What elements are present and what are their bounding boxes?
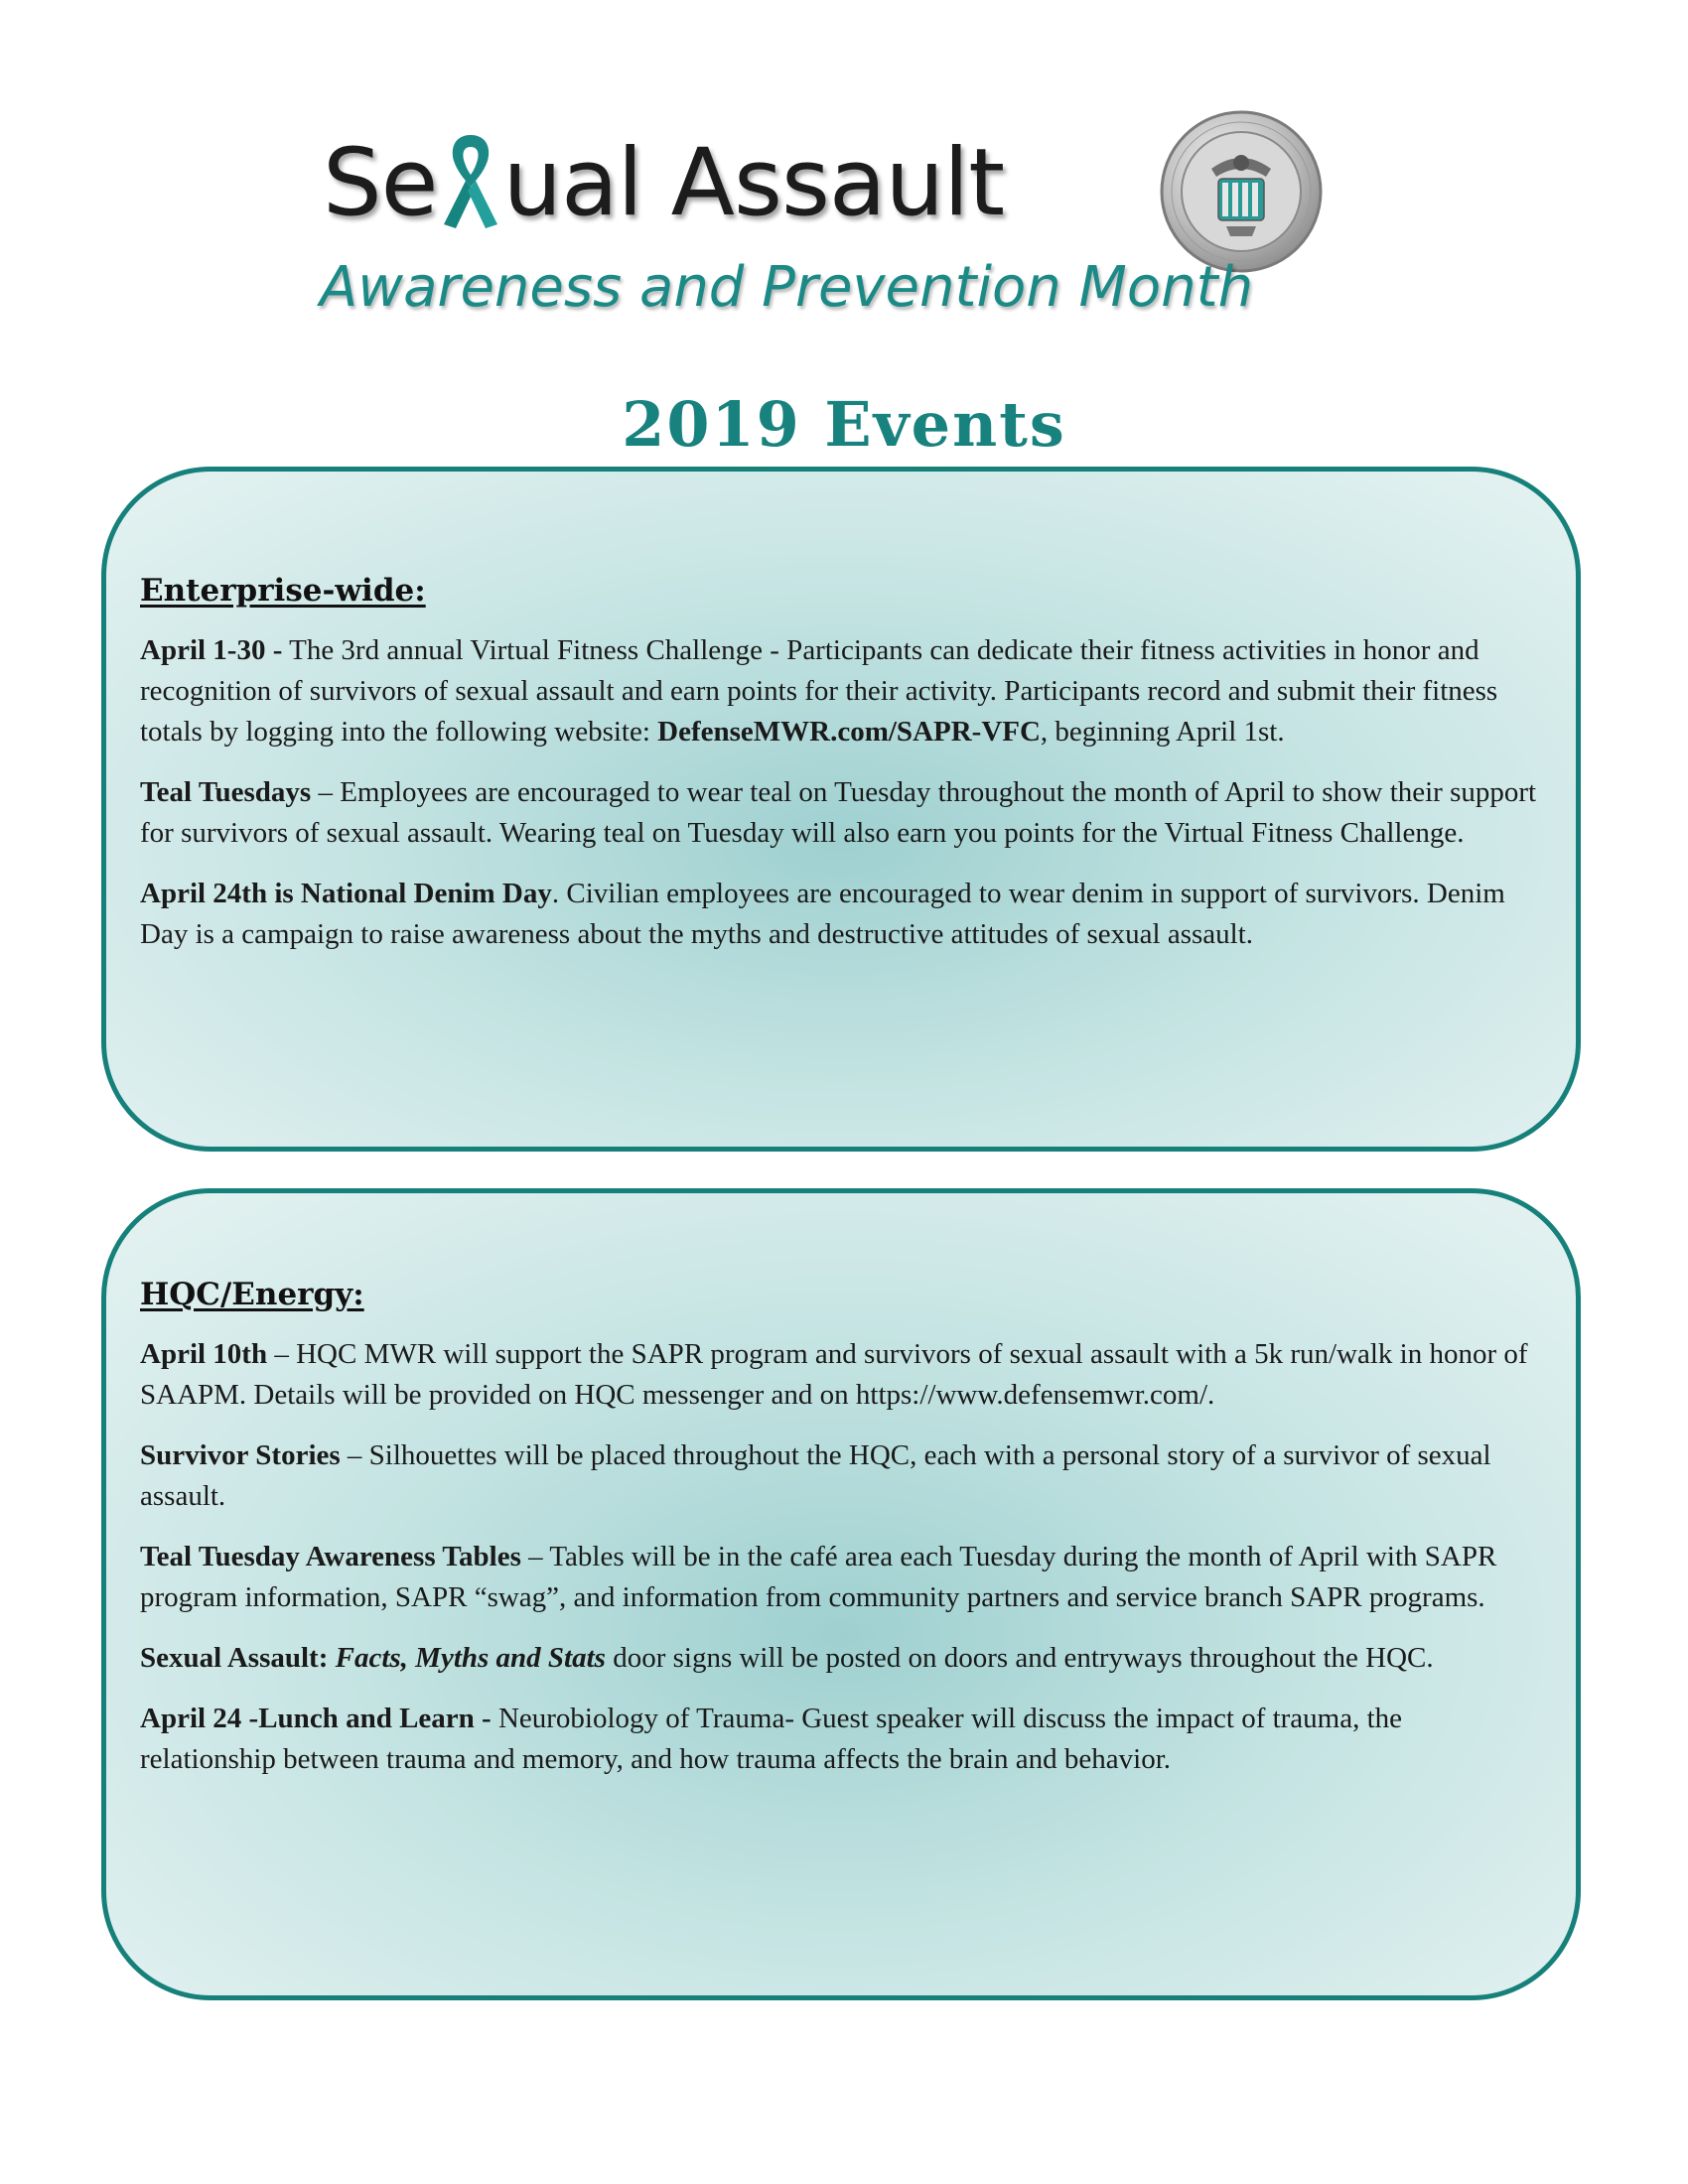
hqc-item-door-signs xyxy=(140,1638,1542,1679)
item-lead-italic: Facts, Myths and Stats xyxy=(335,1642,606,1674)
hqc-item-lunch-and-learn xyxy=(140,1699,1542,1780)
item-text: – Tables will be in the café area each Tuesday during the month of April with SAPR program information, SAPR “swag”, and information from community partners and service branch SAPR programs. xyxy=(140,1541,1497,1613)
enterprise-section-title: Enterprise-wide: xyxy=(140,573,426,609)
hqc-item-survivor-stories xyxy=(140,1435,1542,1517)
item-lead: April 1-30 - xyxy=(140,634,283,666)
agency-seal-icon xyxy=(1157,107,1326,276)
main-title xyxy=(323,129,1004,238)
item-lead: April 24th is National Denim Day xyxy=(140,878,552,909)
item-text: Neurobiology of Trauma- Guest speaker will discuss the impact of trauma, the relationship between trauma and memory, and how trauma affects the brain and behavior. xyxy=(140,1703,1403,1775)
item-lead: Teal Tuesday Awareness Tables xyxy=(140,1541,521,1572)
enterprise-wide-panel xyxy=(101,467,1581,1152)
hqc-item-5k-run xyxy=(140,1334,1542,1416)
item-lead: Teal Tuesdays xyxy=(140,776,312,808)
item-text: The 3rd annual Virtual Fitness Challenge - Participants can dedicate their fitness activities in honor and recognition of survivors of sexual assault and earn points for their activity. Participants record and submit their fitness totals by logging into the following website: xyxy=(140,634,1498,748)
subtitle: Awareness and Prevention Month xyxy=(320,255,1254,320)
item-text: door signs will be posted on doors and entryways throughout the HQC. xyxy=(605,1642,1434,1674)
enterprise-item-fitness-challenge xyxy=(140,630,1542,752)
item-lead: Survivor Stories xyxy=(140,1439,341,1471)
item-text: . Civilian employees are encouraged to wear denim in support of survivors. Denim Day is a campaign to raise awareness about the myths and destructive attitudes of sexual assault. xyxy=(140,878,1505,950)
item-lead: April 10th xyxy=(140,1338,268,1370)
enterprise-item-denim-day xyxy=(140,874,1542,955)
item-lead: April 24 -Lunch and Learn - xyxy=(140,1703,492,1734)
hqc-section-title: HQC/Energy: xyxy=(140,1277,364,1312)
item-text: – Employees are encouraged to wear teal on Tuesday throughout the month of April to show their support for survivors of sexual assault. Wearing teal on Tuesday will also earn you points for the Virtual Fitness Challenge. xyxy=(140,776,1537,849)
enterprise-item-teal-tuesdays xyxy=(140,772,1542,854)
hqc-item-awareness-tables xyxy=(140,1537,1542,1618)
item-lead: Sexual Assault: xyxy=(140,1642,329,1674)
events-heading: 2019 Events xyxy=(622,388,1066,461)
awareness-ribbon-icon xyxy=(438,129,503,228)
website-link[interactable]: DefenseMWR.com/SAPR-VFC xyxy=(657,716,1041,748)
item-text: – Silhouettes will be placed throughout the HQC, each with a personal story of a survivor of sexual assault. xyxy=(140,1439,1491,1512)
item-text-tail: , beginning April 1st. xyxy=(1040,716,1285,748)
title-part-2: ual Assault xyxy=(502,129,1005,237)
page-header xyxy=(0,0,1688,357)
title-part-1: Se xyxy=(323,129,438,237)
hqc-energy-panel xyxy=(101,1188,1581,2000)
item-text: – HQC MWR will support the SAPR program and survivors of sexual assault with a 5k run/walk in honor of SAAPM. Details will be provided on HQC messenger and on https://www.defensemwr.com/. xyxy=(140,1338,1528,1411)
